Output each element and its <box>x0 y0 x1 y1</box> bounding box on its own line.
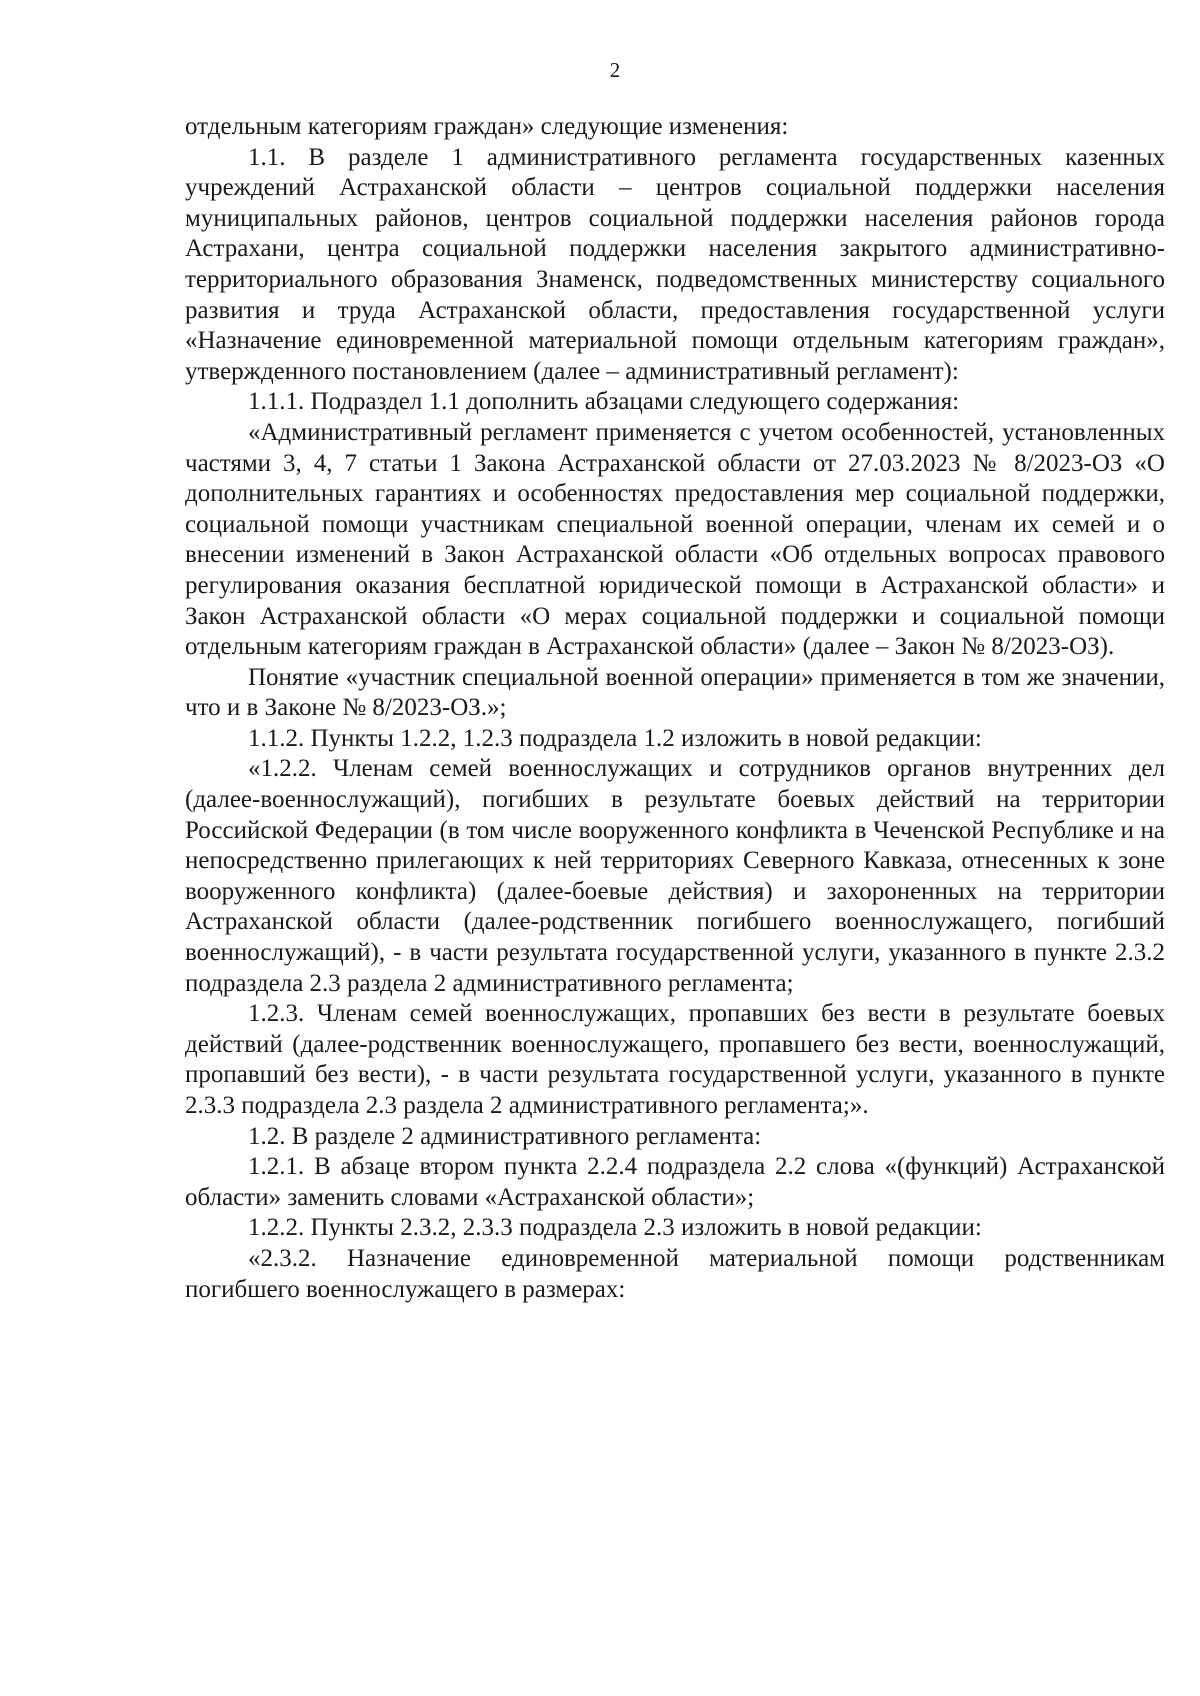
paragraph: «1.2.2. Членам семей военнослужащих и сотрудников органов внутренних дел (далее-военнослужащий), погибших в результате боевых действий на территории Российской Федерации (в том числе вооруженного конфликта в Чеченской Республике и на непосредственно прилегающих к ней территориях Северного Кавказа, отнесенных к зоне вооруженного конфликта) (далее-боевые действия) и захороненных на территории Астраханской области (далее-родственник погибшего военнослужащего, погибший военнослужащий), - в части результата государственной услуги, указанного в пункте 2.3.2 подраздела 2.3 раздела 2 административного регламента; <box>185 755 1165 997</box>
paragraph: «2.3.2. Назначение единовременной материальной помощи родственникам погибшего военнослужащего в размерах: <box>185 1244 1165 1303</box>
paragraph: 1.1.1. Подраздел 1.1 дополнить абзацами следующего содержания: <box>248 388 960 416</box>
page-number: 2 <box>609 58 621 82</box>
paragraph: 1.2.3. Членам семей военнослужащих, пропавших без вести в результате боевых действий (далее-родственник военнослужащего, пропавшего без вести, военнослужащий, пропавший без вести), - в части результата государственной услуги, указанного в пункте 2.3.3 подраздела 2.3 раздела 2 административного регламента;». <box>185 1000 1165 1119</box>
paragraph: 1.2.2. Пункты 2.3.2, 2.3.3 подраздела 2.3 изложить в новой редакции: <box>248 1214 982 1242</box>
paragraph: 1.1. В разделе 1 административного регламента государственных казенных учреждений Астраханской области – центров социальной поддержки населения муниципальных районов, центров социальной поддержки населения районов города Астрахани, центра социальной поддержки населения закрытого административно-территориального образования Знаменск, подведомственных министерству социального развития и труда Астраханской области, предоставления государственной услуги «Назначение единовременной материальной помощи отдельным категориям граждан», утвержденного постановлением (далее – административный регламент): <box>185 143 1165 385</box>
paragraph: «Административный регламент применяется с учетом особенностей, установленных частями 3, 4, 7 статьи 1 Закона Астраханской области от 27.03.2023 № 8/2023-ОЗ «О дополнительных гарантиях и особенностях предоставления мер социальной поддержки, социальной помощи участникам специальной военной операции, членам их семей и о внесении изменений в Закон Астраханской области «Об отдельных вопросах правового регулирования оказания бесплатной юридической помощи в Астраханской области» и Закон Астраханской области «О мерах социальной поддержки и социальной помощи отдельным категориям граждан в Астраханской области» (далее – Закон № 8/2023-ОЗ). <box>185 418 1165 661</box>
paragraph: 1.2. В разделе 2 административного регламента: <box>248 1122 762 1150</box>
document-body <box>185 112 1165 1305</box>
paragraph: 1.2.1. В абзаце втором пункта 2.2.4 подраздела 2.2 слова «(функций) Астраханской области» заменить словами «Астраханской области»; <box>185 1153 1165 1211</box>
paragraph: 1.1.2. Пункты 1.2.2, 1.2.3 подраздела 1.2 изложить в новой редакции: <box>248 724 982 752</box>
paragraph: Понятие «участник специальной военной операции» применяется в том же значении, что и в Законе № 8/2023-ОЗ.»; <box>185 663 1165 722</box>
paragraph: отдельным категориям граждан» следующие изменения: <box>185 113 789 140</box>
